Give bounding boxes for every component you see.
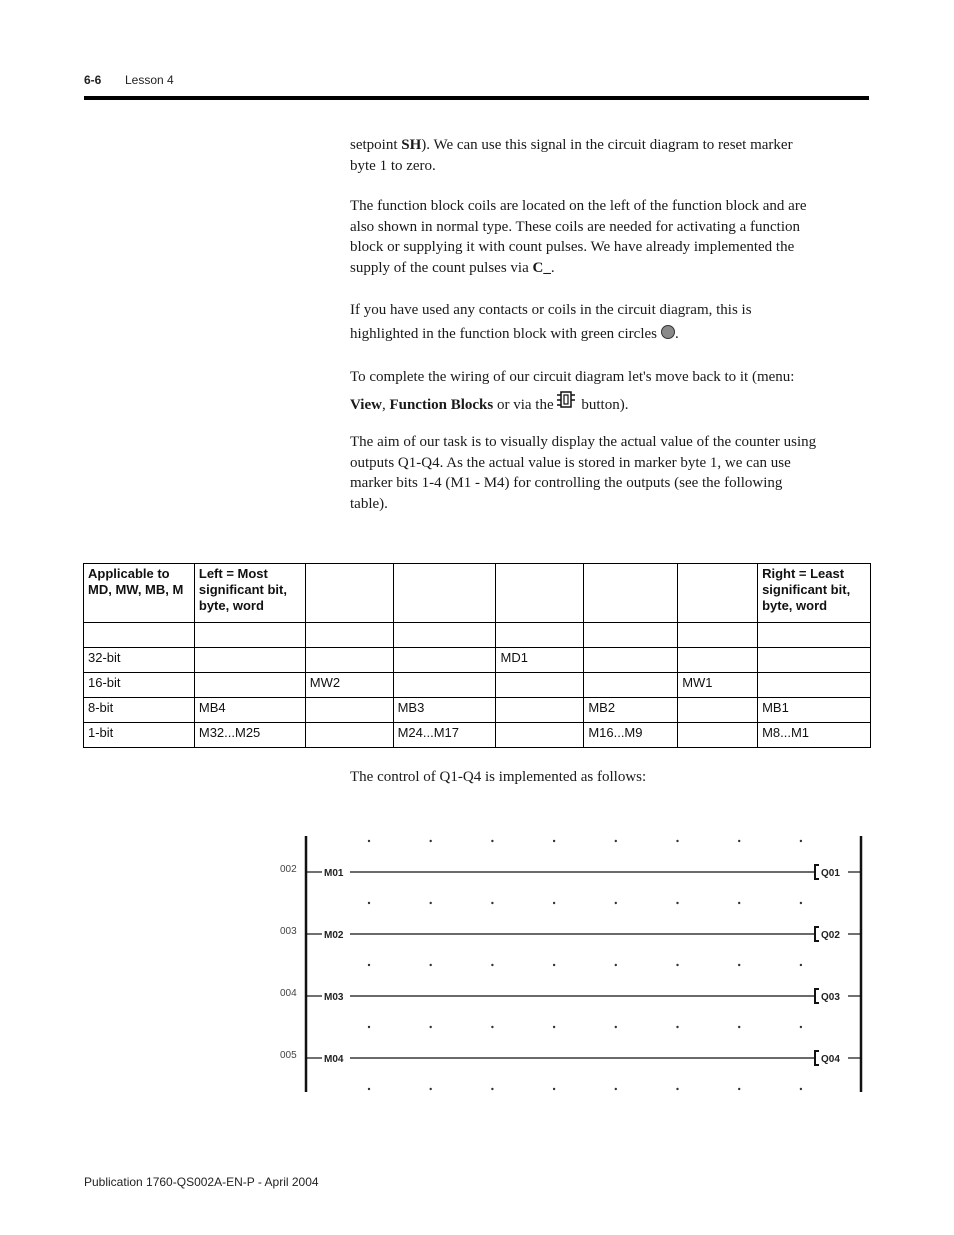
- table-cell: 1-bit: [84, 723, 195, 748]
- table-cell: [194, 623, 305, 648]
- grid-dot: [553, 902, 555, 904]
- table-cell: [678, 623, 758, 648]
- coil-label: Q04: [821, 1054, 840, 1065]
- table-cell: [305, 623, 393, 648]
- grid-dot: [553, 1026, 555, 1028]
- table-cell: M32...M25: [194, 723, 305, 748]
- grid-dot: [491, 1088, 493, 1090]
- table-cell: M24...M17: [393, 723, 496, 748]
- table-cell: [496, 723, 584, 748]
- paragraph-3: If you have used any contacts or coils in the circuit diagram, this is highlighted in the function block with green circles .: [350, 302, 752, 342]
- grid-dot: [676, 840, 678, 842]
- table-header-cell: [678, 564, 758, 623]
- grid-dot: [615, 1026, 617, 1028]
- table-header-row: [84, 564, 871, 623]
- paragraph-4: To complete the wiring of our circuit diagram let's move back to it (menu: View, Function Blocks or via the button).: [350, 369, 795, 413]
- grid-dot: [738, 1026, 740, 1028]
- paragraph-5: The aim of our task is to visually display the actual value of the counter using outputs Q1-Q4. As the actual value is stored in marker byte 1, we can use marker bits 1-4 (M1 - M4) for controlling the outputs (see the following table).: [350, 434, 817, 512]
- rung: [280, 988, 861, 1003]
- grid-dot: [738, 964, 740, 966]
- grid-dot: [615, 1088, 617, 1090]
- grid-dot: [738, 902, 740, 904]
- table-cell: [305, 723, 393, 748]
- table-cell: M16...M9: [584, 723, 678, 748]
- coil-label: Q02: [821, 930, 840, 941]
- bit-significance-table: [83, 563, 871, 748]
- table-cell: [496, 698, 584, 723]
- table-cell: [194, 673, 305, 698]
- table-cell: M8...M1: [758, 723, 871, 748]
- grid-dot: [800, 1026, 802, 1028]
- table-cell: [758, 648, 871, 673]
- grid-dot: [553, 964, 555, 966]
- table-header-cell: Applicable to MD, MW, MB, M: [84, 564, 195, 623]
- grid-dot: [491, 1026, 493, 1028]
- contact-label: M03: [324, 992, 344, 1003]
- page-number: 6-6: [84, 73, 102, 87]
- grid-dot: [430, 902, 432, 904]
- grid-dot: [491, 902, 493, 904]
- page-header: [84, 73, 174, 87]
- rung-number: 005: [280, 1050, 297, 1061]
- grid-dot: [491, 840, 493, 842]
- table-cell: MB1: [758, 698, 871, 723]
- grid-dot: [368, 964, 370, 966]
- grid-dot: [368, 840, 370, 842]
- grid-dot: [368, 1088, 370, 1090]
- grid-dot: [738, 840, 740, 842]
- grid-dot: [615, 964, 617, 966]
- table-cell: [678, 723, 758, 748]
- grid-dot: [615, 902, 617, 904]
- coil-label: Q01: [821, 868, 840, 879]
- table-cell: [305, 648, 393, 673]
- table-cell: 16-bit: [84, 673, 195, 698]
- publication-footer: Publication 1760-QS002A-EN-P - April 2004: [84, 1175, 319, 1189]
- grid-dot: [615, 840, 617, 842]
- grid-dot: [430, 840, 432, 842]
- table-cell: 32-bit: [84, 648, 195, 673]
- paragraph-2: The function block coils are located on the left of the function block and are also shown in normal type. These coils are needed for activating a function block or supplying it with count pulses. We have already implemented the supply of the count pulses via C_.: [350, 198, 807, 276]
- table-row: [84, 723, 871, 748]
- grid-dot: [553, 1088, 555, 1090]
- function-block-icon: [557, 391, 575, 408]
- rung: [280, 926, 861, 941]
- table-cell: [584, 623, 678, 648]
- table-cell: MB2: [584, 698, 678, 723]
- table-cell: [84, 623, 195, 648]
- grid-dot: [676, 1026, 678, 1028]
- paragraph-1: setpoint SH). We can use this signal in the circuit diagram to reset marker byte 1 to zero.: [350, 137, 793, 174]
- table-cell: [393, 623, 496, 648]
- grid-dot: [676, 964, 678, 966]
- paragraph-6: The control of Q1-Q4 is implemented as follows:: [350, 769, 647, 785]
- grid-dot: [368, 1026, 370, 1028]
- table-row: [84, 623, 871, 648]
- table-row: [84, 648, 871, 673]
- table-header-cell: [393, 564, 496, 623]
- table-cell: [393, 673, 496, 698]
- coil-bracket: [815, 1051, 819, 1065]
- grid-dot: [738, 1088, 740, 1090]
- grid-dot: [676, 1088, 678, 1090]
- table-cell: [305, 698, 393, 723]
- table-cell: 8-bit: [84, 698, 195, 723]
- grid-dot: [676, 902, 678, 904]
- grid-dot: [368, 902, 370, 904]
- grid-dots: [368, 840, 802, 1090]
- grid-dot: [430, 964, 432, 966]
- table-cell: [496, 623, 584, 648]
- table-cell: [393, 648, 496, 673]
- table-cell: [758, 673, 871, 698]
- ladder-diagram: [270, 830, 870, 1095]
- table-cell: [194, 648, 305, 673]
- grid-dot: [800, 840, 802, 842]
- green-circle-icon: [661, 325, 675, 339]
- table-header-cell: Left = Most significant bit, byte, word: [194, 564, 305, 623]
- table-cell: [678, 698, 758, 723]
- grid-dot: [800, 964, 802, 966]
- table-cell: MD1: [496, 648, 584, 673]
- table-cell: [584, 673, 678, 698]
- rung-number: 004: [280, 988, 297, 999]
- table-cell: [584, 648, 678, 673]
- grid-dot: [430, 1088, 432, 1090]
- coil-bracket: [815, 989, 819, 1003]
- rung-number: 003: [280, 926, 297, 937]
- table-header-cell: Right = Least significant bit, byte, word: [758, 564, 871, 623]
- table-cell: [496, 673, 584, 698]
- grid-dot: [491, 964, 493, 966]
- grid-dot: [800, 1088, 802, 1090]
- table-cell: [678, 648, 758, 673]
- coil-bracket: [815, 865, 819, 879]
- table-cell: MW2: [305, 673, 393, 698]
- table-header-cell: [496, 564, 584, 623]
- table-cell: MB3: [393, 698, 496, 723]
- grid-dot: [553, 840, 555, 842]
- table-header-cell: [584, 564, 678, 623]
- grid-dot: [800, 902, 802, 904]
- rung: [280, 864, 861, 879]
- lesson-label: Lesson 4: [125, 73, 174, 87]
- table-row: [84, 698, 871, 723]
- table-row: [84, 673, 871, 698]
- grid-dot: [430, 1026, 432, 1028]
- table-cell: [758, 623, 871, 648]
- rung: [280, 1050, 861, 1065]
- contact-label: M04: [324, 1054, 344, 1065]
- contact-label: M01: [324, 868, 344, 879]
- header-rule: [84, 96, 869, 100]
- table-header-cell: [305, 564, 393, 623]
- coil-bracket: [815, 927, 819, 941]
- table-cell: MB4: [194, 698, 305, 723]
- table-cell: MW1: [678, 673, 758, 698]
- rung-number: 002: [280, 864, 297, 875]
- contact-label: M02: [324, 930, 344, 941]
- coil-label: Q03: [821, 992, 840, 1003]
